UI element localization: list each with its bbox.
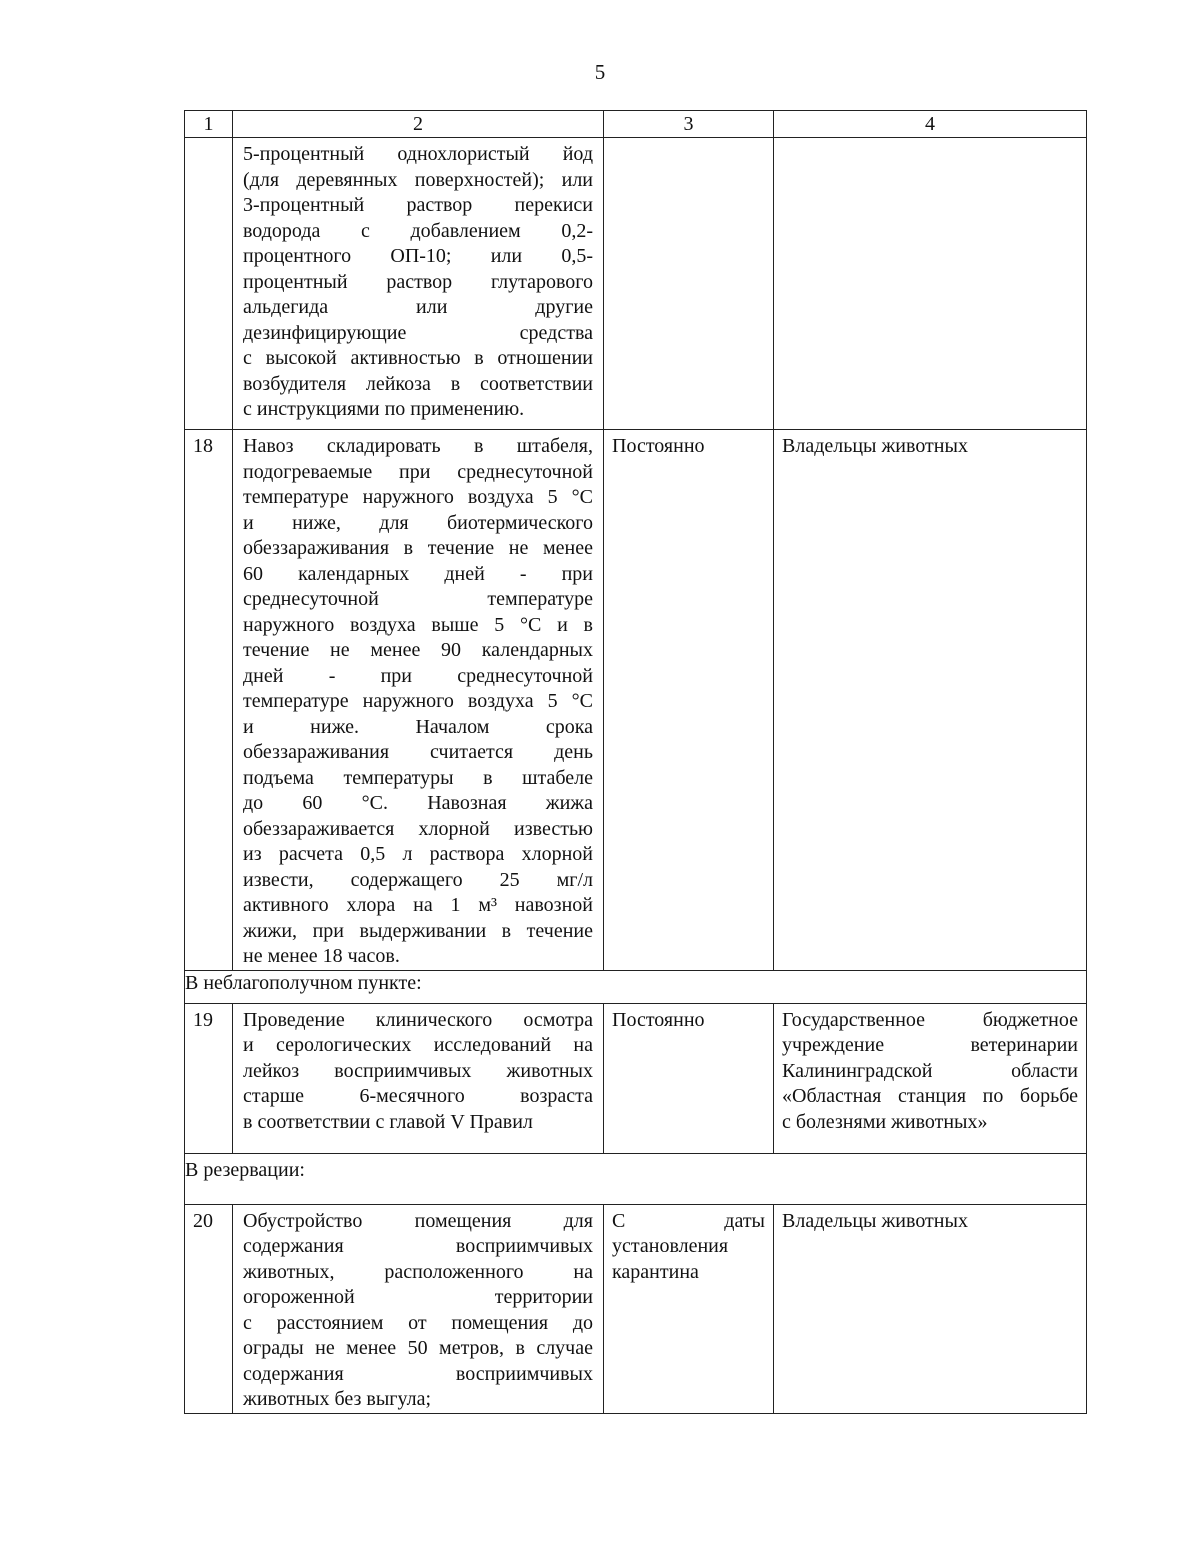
deadline-line: установления <box>612 1235 729 1257</box>
deadline-cell <box>604 1003 774 1153</box>
page-number: 5 <box>594 60 606 84</box>
text-line: с высокой активностью в отношении <box>243 347 593 369</box>
measure-text <box>233 430 604 971</box>
responsible-cell <box>774 1003 1087 1153</box>
section-heading: В резервации: <box>185 1153 1087 1204</box>
text-line: в соответствии с главой V Правил <box>243 1110 533 1133</box>
text-line: наружного воздуха выше 5 °С и в <box>243 613 593 636</box>
table-row <box>185 1204 1087 1413</box>
measure-text <box>233 1003 604 1153</box>
deadline-line: карантина <box>612 1260 699 1283</box>
text-line: альдегида или другие <box>243 296 593 318</box>
text-line: подогреваемые при среднесуточной <box>243 460 593 483</box>
table-row <box>185 430 1087 971</box>
section-heading: В неблагополучном пункте: <box>185 970 1087 1003</box>
text-line: дней - при среднесуточной <box>243 664 593 687</box>
text-line: температуре наружного воздуха 5 °С <box>243 690 593 712</box>
deadline-line: С даты <box>612 1209 765 1232</box>
text-line: старше 6-месячного возраста <box>243 1085 593 1107</box>
table-header-row <box>185 111 1087 138</box>
column-header: 3 <box>604 111 774 138</box>
table-row <box>185 1003 1087 1153</box>
text-line: Обустройство помещения для <box>243 1209 593 1232</box>
text-line: процентный раствор глутарового <box>243 270 593 293</box>
text-line: ограды не менее 50 метров, в случае <box>243 1337 593 1359</box>
text-line: 5-процентный однохлористый йод <box>243 143 593 165</box>
row-number: 18 <box>185 430 233 971</box>
text-line: жижи, при выдерживании в течение <box>243 919 593 942</box>
text-line: животных без выгула; <box>243 1388 431 1410</box>
text-line: среднесуточной температуре <box>243 588 593 610</box>
responsible-line: «Областная станция по борьбе <box>782 1085 1078 1107</box>
text-line: обеззараживания считается день <box>243 741 593 763</box>
text-line: содержания восприимчивых <box>243 1362 593 1385</box>
row-number <box>185 138 233 430</box>
text-line: извести, содержащего 25 мг/л <box>243 868 593 891</box>
text-line: обеззараживания в течение не менее <box>243 537 593 559</box>
responsible-line: Калининградской области <box>782 1059 1078 1082</box>
text-line: 3-процентный раствор перекиси <box>243 194 593 216</box>
deadline-line: Постоянно <box>612 1008 705 1031</box>
responsible-cell <box>774 1204 1087 1413</box>
text-line: дезинфицирующие средства <box>243 321 593 344</box>
text-line: (для деревянных поверхностей); или <box>243 168 593 191</box>
column-header: 2 <box>233 111 604 138</box>
text-line: и серологических исследований на <box>243 1034 593 1056</box>
text-line: подъема температуры в штабеле <box>243 766 593 789</box>
measure-text <box>233 1204 604 1413</box>
text-line: Проведение клинического осмотра <box>243 1008 593 1031</box>
text-line: огороженной территории <box>243 1286 593 1308</box>
text-line: с расстоянием от помещения до <box>243 1311 593 1334</box>
text-line: не менее 18 часов. <box>243 945 400 967</box>
text-line: и ниже, для биотермического <box>243 511 593 534</box>
text-line: активного хлора на 1 м³ навозной <box>243 894 593 916</box>
deadline-cell <box>604 138 774 430</box>
section-row <box>185 1153 1087 1204</box>
text-line: и ниже. Началом срока <box>243 715 593 738</box>
responsible-line: Владельцы животных <box>782 1209 968 1232</box>
deadline-cell <box>604 1204 774 1413</box>
responsible-line: с болезнями животных» <box>782 1110 988 1133</box>
responsible-line: Государственное бюджетное <box>782 1008 1078 1031</box>
column-header: 1 <box>185 111 233 138</box>
measure-text <box>233 138 604 430</box>
responsible-cell <box>774 138 1087 430</box>
text-line: лейкоз восприимчивых животных <box>243 1059 593 1082</box>
text-line: возбудителя лейкоза в соответствии <box>243 372 593 395</box>
deadline-cell <box>604 430 774 971</box>
text-line: процентного ОП-10; или 0,5- <box>243 245 593 267</box>
section-row <box>185 970 1087 1003</box>
text-line: обеззараживается хлорной известью <box>243 817 593 840</box>
text-line: температуре наружного воздуха 5 °С <box>243 486 593 508</box>
text-line: течение не менее 90 календарных <box>243 639 593 661</box>
text-line: водорода с добавлением 0,2- <box>243 219 593 242</box>
text-line: с инструкциями по применению. <box>243 398 525 420</box>
row-number: 20 <box>185 1204 233 1413</box>
table-row <box>185 138 1087 430</box>
text-line: животных, расположенного на <box>243 1260 593 1283</box>
text-line: содержания восприимчивых <box>243 1235 593 1257</box>
row-number: 19 <box>185 1003 233 1153</box>
responsible-line: Владельцы животных <box>782 435 968 457</box>
text-line: до 60 °С. Навозная жижа <box>243 792 593 814</box>
deadline-line: Постоянно <box>612 435 705 457</box>
column-header: 4 <box>774 111 1087 138</box>
measures-table <box>184 110 1087 1414</box>
responsible-cell <box>774 430 1087 971</box>
responsible-line: учреждение ветеринарии <box>782 1034 1078 1056</box>
text-line: из расчета 0,5 л раствора хлорной <box>243 843 593 865</box>
text-line: Навоз складировать в штабеля, <box>243 435 593 457</box>
text-line: 60 календарных дней - при <box>243 562 593 585</box>
